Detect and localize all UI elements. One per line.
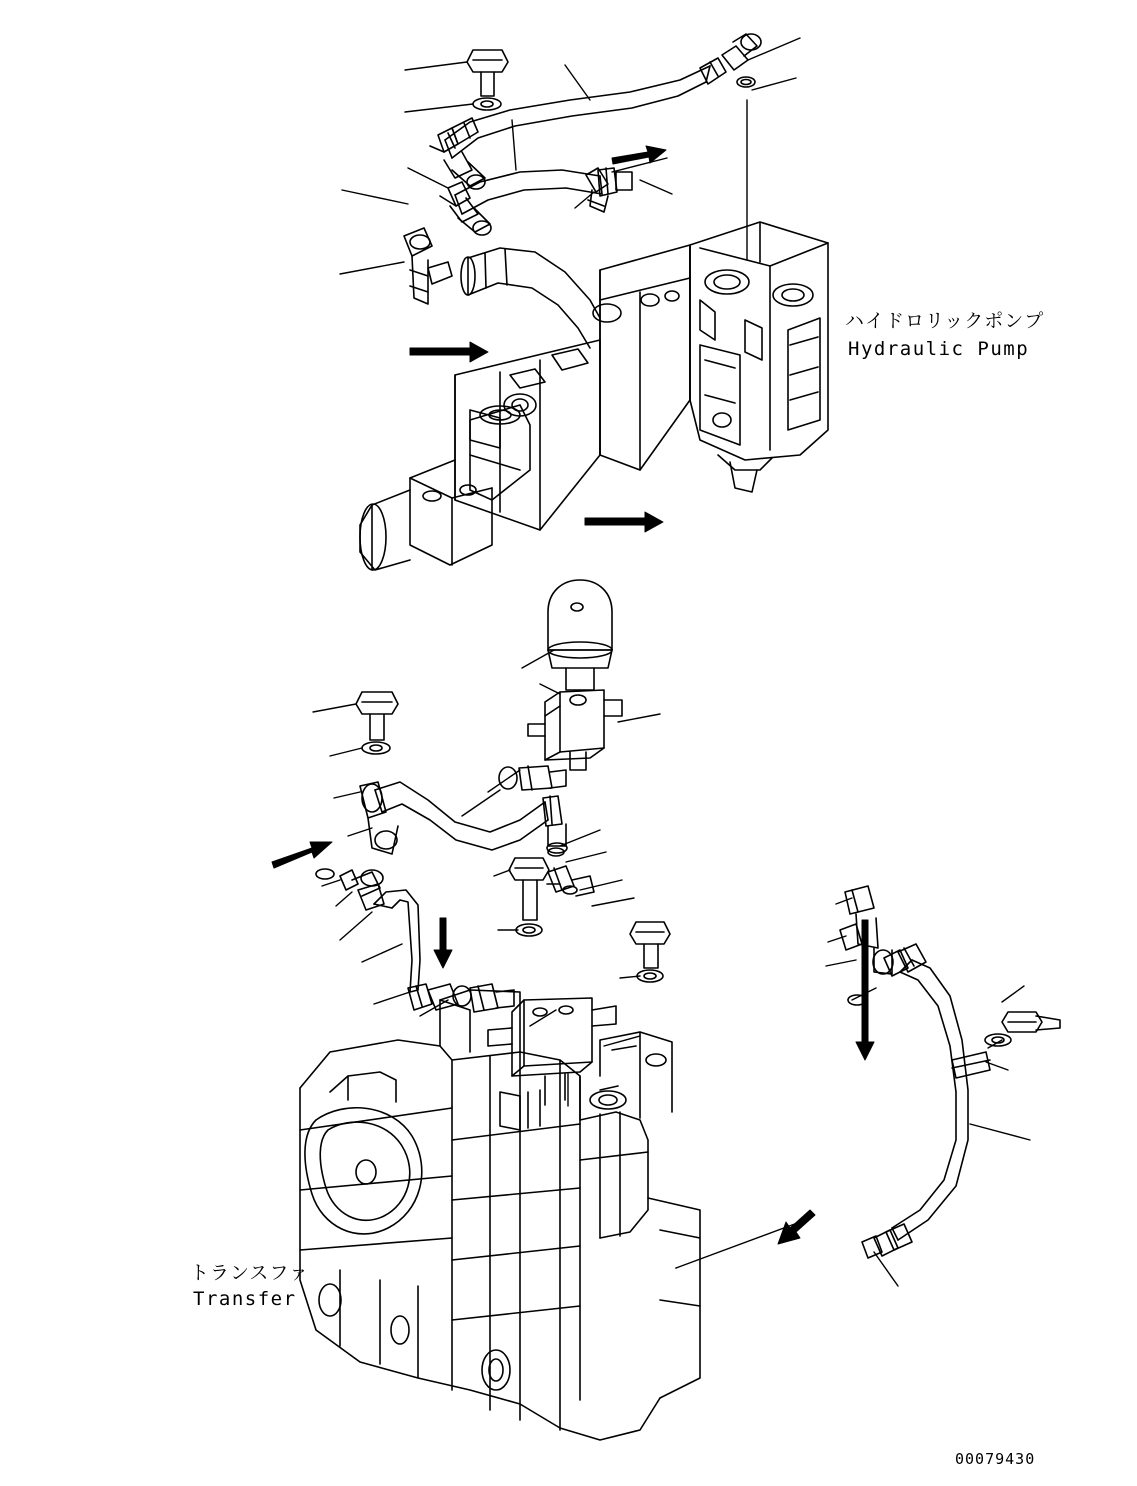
washer-upper	[473, 98, 501, 110]
hose-assembly-upper-long	[430, 34, 761, 189]
hose-assembly-lower-right	[862, 944, 990, 1258]
hydraulic-pump-label-en: Hydraulic Pump	[848, 338, 1030, 360]
clamp-bracket-upper	[404, 228, 452, 304]
tube-assembly-curved	[360, 782, 567, 854]
bolt-upper	[467, 50, 508, 96]
valve-block-upper	[528, 690, 622, 770]
hydraulic-pump-label-jp: ハイドロリックポンプ	[845, 310, 1045, 332]
small-fitting-group-lower	[316, 766, 866, 1005]
drawing-number: 00079430	[955, 1450, 1036, 1468]
accumulator	[548, 580, 612, 690]
o-ring-upper	[737, 77, 755, 87]
transfer-label-en: Transfer	[193, 1288, 297, 1310]
elbow-fitting-lower	[548, 866, 594, 896]
valve-block-lower	[488, 998, 616, 1105]
transfer-label-jp: トランスファ	[190, 1262, 310, 1284]
transfer-case-body	[300, 990, 700, 1440]
